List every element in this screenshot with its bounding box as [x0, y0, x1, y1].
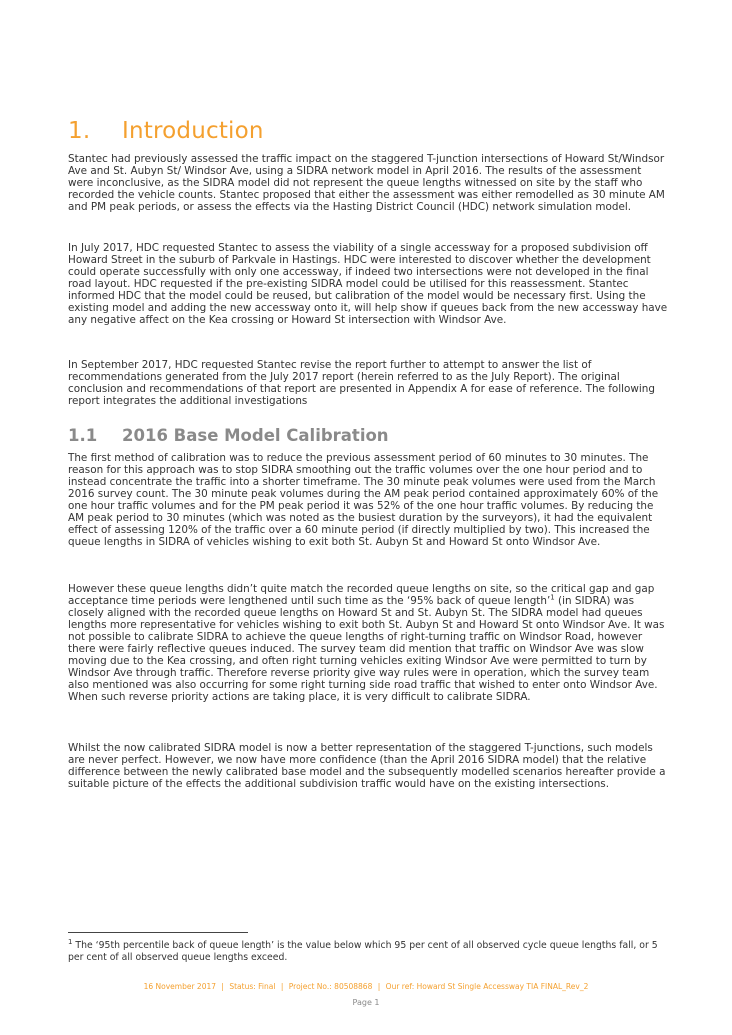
- section-number: 1.: [68, 118, 91, 144]
- footnote-divider: [68, 932, 248, 933]
- footnote-text: The ‘95th percentile back of queue length’ is the value below which 95 per cent of all observed cycle queue lengths fall, or 5 per cent of all observed queue lengths exceed.: [68, 940, 658, 963]
- subsection-heading: [68, 426, 389, 445]
- page-number: Page 1: [352, 998, 380, 1007]
- intro-paragraph-2: In July 2017, HDC requested Stantec to assess the viability of a single accessway for a proposed subdivision off Howard Street in the suburb of Parkvale in Hastings. HDC were interested to discover whether the development could operate successfully with only one accessway, if indeed two intersections were not developed in the final road layout. HDC requested if the pre-existing SIDRA model could be utilised for this reassessment. Stantec informed HDC that the model could be reused, but calibration of the model would be necessary first. Using the existing model and adding the new accessway onto it, will help show if queues back from the new accessway have any negative affect on the Kea crossing or Howard St intersection with Windsor Ave.: [68, 242, 668, 326]
- section-title: Introduction: [122, 118, 264, 144]
- calibration-paragraph-2-start: However these queue lengths didn’t quite match the recorded queue lengths on site, so the critical gap and gap acceptance time periods were lengthened until such time as the ‘95% back of queue length’: [68, 583, 655, 607]
- calibration-paragraph-3: Whilst the now calibrated SIDRA model is now a better representation of the staggered T-junctions, such models are never perfect. However, we now have more confidence (than the April 2016 SIDRA model) that the relative difference between the newly calibrated base model and the subsequently modelled scenarios hereafter provide a suitable picture of the effects the additional subdivision traffic would have on the existing intersections.: [68, 742, 666, 790]
- section-heading: [68, 118, 264, 144]
- footnote-reference[interactable]: 1: [550, 593, 555, 602]
- calibration-paragraph-1: The first method of calibration was to reduce the previous assessment period of 60 minutes to 30 minutes. The reason for this approach was to stop SIDRA smoothing out the traffic volumes over the one hour period and to instead concentrate the traffic into a shorter timeframe. The 30 minute peak volumes were used from the March 2016 survey count. The 30 minute peak volumes during the AM peak period contained approximately 60% of the one hour traffic volumes and for the PM peak period it was 52% of the one hour traffic volumes. By reducing the AM peak period to 30 minutes (which was noted as the busiest duration by the surveyors), it had the equivalent effect of assessing 120% of the traffic over a 60 minute period (if directly multiplied by two). This increased the queue lengths in SIDRA of vehicles wishing to exit both St. Aubyn St and Howard St onto Windsor Ave.: [68, 452, 659, 548]
- footer-project: Project No.: 80508868: [288, 982, 373, 991]
- footer-date: 16 November 2017: [143, 982, 217, 991]
- subsection-number: 1.1: [68, 426, 98, 445]
- calibration-paragraph-2-rest: (in SIDRA) was closely aligned with the recorded queue lengths on Howard St and St. Aubyn St. The SIDRA model had queues lengths more representative for vehicles wishing to exit both St. Aubyn St and Howard St onto Windsor Ave. It was not possible to calibrate SIDRA to achieve the queue lengths of right-turning traffic on Windsor Road, however there were fairly reflective queues induced. The survey team did mention that traffic on Windsor Ave was slow moving due to the Kea crossing, and often right turning vehicles exiting Windsor Ave were permitted to turn by Windsor Ave through traffic. Therefore reverse priority give way rules were in operation, which the survey team also mentioned was also occurring for some right turning side road traffic that wished to enter onto Windsor Ave. When such reverse priority actions are taking place, it is very difficult to calibrate SIDRA.: [68, 595, 665, 703]
- page-footer: [0, 982, 732, 991]
- footer-separator: |: [377, 982, 381, 991]
- footnote-marker: 1: [68, 937, 73, 946]
- footer-status: Status: Final: [229, 982, 276, 991]
- subsection-title: 2016 Base Model Calibration: [122, 426, 389, 445]
- calibration-paragraph-2: [68, 583, 668, 703]
- footer-separator: |: [221, 982, 224, 991]
- intro-paragraph-3: In September 2017, HDC requested Stantec revise the report further to attempt to answer the list of recommendations generated from the July 2017 report (herein referred to as the July Report). The original conclusion and recommendations of that report are presented in Appendix A for ease of reference. The following report integrates the additional investigations: [68, 359, 655, 407]
- footnote: [68, 937, 668, 964]
- intro-paragraph-1: Stantec had previously assessed the traffic impact on the staggered T-junction intersections of Howard St/Windsor Ave and St. Aubyn St/ Windsor Ave, using a SIDRA network model in April 2016. The results of the assessment were inconclusive, as the SIDRA model did not represent the queue lengths witnessed on site by the staff who recorded the vehicle counts. Stantec proposed that either the assessment was either remodelled as 30 minute AM and PM peak periods, or assess the effects via the Hasting District Council (HDC) network simulation model.: [68, 153, 665, 213]
- footer-separator: |: [280, 982, 284, 991]
- footer-reference: Our ref: Howard St Single Accessway TIA FINAL_Rev_2: [385, 982, 589, 991]
